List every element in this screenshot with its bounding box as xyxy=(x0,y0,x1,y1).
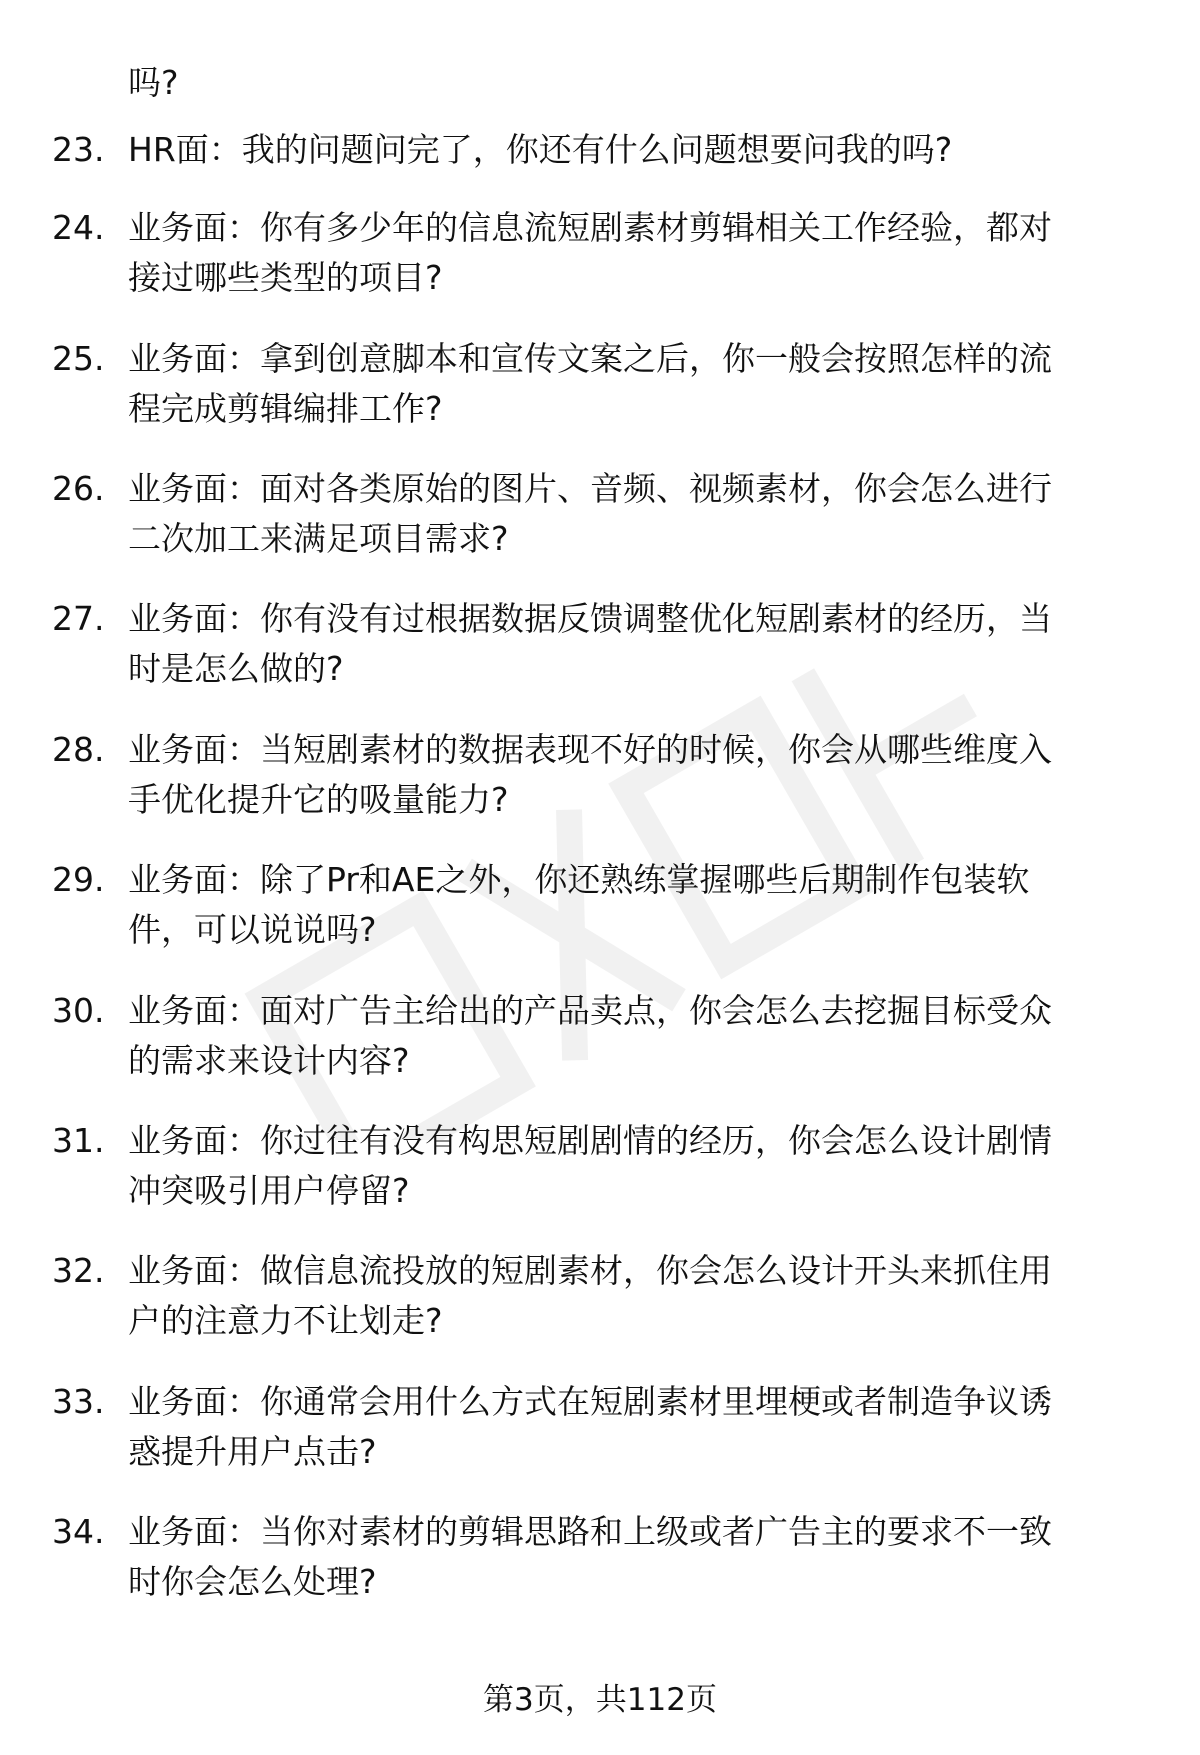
question-text-line: 冲突吸引用户停留? xyxy=(128,1171,410,1210)
question-text-line: 业务面：你通常会用什么方式在短剧素材里埋梗或者制造争议诱 xyxy=(128,1382,1052,1421)
question-text-line: 户的注意力不让划走? xyxy=(128,1301,443,1340)
question-number: 26. xyxy=(52,469,105,508)
page-footer: 第3页，共112页 xyxy=(483,1682,717,1718)
question-text-line: 二次加工来满足项目需求? xyxy=(128,519,509,558)
question-text-line: 程完成剪辑编排工作? xyxy=(128,389,443,428)
question-text-line: HR面：我的问题问完了，你还有什么问题想要问我的吗? xyxy=(128,130,953,169)
question-text-line: 时你会怎么处理? xyxy=(128,1562,377,1601)
question-text-line: 件，可以说说吗? xyxy=(128,910,377,949)
question-number: 24. xyxy=(52,208,105,247)
question-number: 30. xyxy=(52,991,105,1030)
continuation-text: 吗? xyxy=(128,63,179,102)
question-number: 31. xyxy=(52,1121,105,1160)
question-text-line: 手优化提升它的吸量能力? xyxy=(128,780,509,819)
question-text-line: 业务面：面对各类原始的图片、音频、视频素材，你会怎么进行 xyxy=(128,469,1052,508)
question-text-line: 业务面：当短剧素材的数据表现不好的时候，你会从哪些维度入 xyxy=(128,730,1052,769)
question-text-line: 业务面：你过往有没有构思短剧剧情的经历，你会怎么设计剧情 xyxy=(128,1121,1052,1160)
question-text-line: 时是怎么做的? xyxy=(128,649,344,688)
question-number: 27. xyxy=(52,599,105,638)
question-text-line: 业务面：做信息流投放的短剧素材，你会怎么设计开头来抓住用 xyxy=(128,1251,1052,1290)
question-text-line: 业务面：当你对素材的剪辑思路和上级或者广告主的要求不一致 xyxy=(128,1512,1052,1551)
question-number: 32. xyxy=(52,1251,105,1290)
question-text-line: 业务面：你有多少年的信息流短剧素材剪辑相关工作经验，都对 xyxy=(128,208,1052,247)
question-text-line: 的需求来设计内容? xyxy=(128,1041,410,1080)
question-number: 28. xyxy=(52,730,105,769)
question-number: 23. xyxy=(52,130,105,169)
question-text-line: 惑提升用户点击? xyxy=(128,1432,377,1471)
question-number: 34. xyxy=(52,1512,105,1551)
question-number: 25. xyxy=(52,339,105,378)
question-text-line: 业务面：面对广告主给出的产品卖点，你会怎么去挖掘目标受众 xyxy=(128,991,1052,1030)
question-text-line: 接过哪些类型的项目? xyxy=(128,258,443,297)
question-number: 33. xyxy=(52,1382,105,1421)
question-text-line: 业务面：除了Pr和AE之外，你还熟练掌握哪些后期制作包装软 xyxy=(128,860,1030,899)
question-number: 29. xyxy=(52,860,105,899)
question-text-line: 业务面：你有没有过根据数据反馈调整优化短剧素材的经历，当 xyxy=(128,599,1052,638)
question-text-line: 业务面：拿到创意脚本和宣传文案之后，你一般会按照怎样的流 xyxy=(128,339,1052,378)
